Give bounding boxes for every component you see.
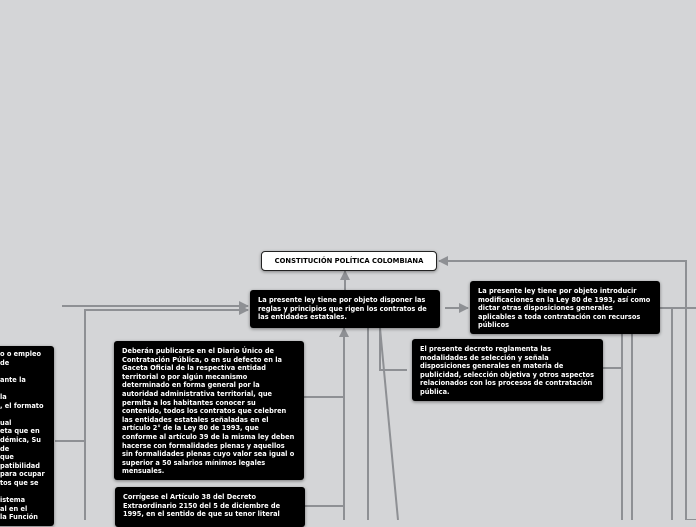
node-diario-unico[interactable]: Deberán publicarse en el Diario Único de Contratación Pública, o en su defecto en la Gaceta Oficial de la respectiva entidad territorial o por algún mecanismo determinado en forma general por la autoridad administrativa territorial, que permita a los habitantes conocer su contenido, todos los contratos que celebren las entidades estatales señaladas en el artículo 2° de la Ley 80 de 1993, que conforme al artículo 39 de la misma ley deben hacerse con formalidades plenas y aquellos sin formalidades plenas cuyo valor sea igual o superior a 50 salarios mínimos legales mensuales. xyxy=(114,341,304,480)
node-corrigese[interactable]: Corrígese el Artículo 38 del Decreto Extraordinario 2150 del 5 de diciembre de 1995, en el sentido de que su tenor literal xyxy=(115,487,305,527)
node-objeto-modificaciones[interactable]: La presente ley tiene por objeto introducir modificaciones en la Ley 80 de 1993, así como dictar otras disposiciones generales aplicables a toda contratación con recursos públicos xyxy=(470,281,660,334)
root-node[interactable]: CONSTITUCIÓN POLÍTICA COLOMBIANA xyxy=(261,251,437,271)
node-objeto-disponer[interactable]: La presente ley tiene por objeto disponer las reglas y principios que rigen los contratos de las entidades estatales. xyxy=(250,290,440,328)
node-decreto-reglamenta[interactable]: El presente decreto reglamenta las modalidades de selección y señala disposiciones generales en materia de publicidad, selección objetiva y otros aspectos relacionados con los procesos de contratación pública. xyxy=(412,339,603,401)
node-left-partial[interactable]: o o empleo de ante la la , el formato ual eta que en démica, Su de que patibilidad para ocupar tos que se istema al en el la Función xyxy=(0,346,54,526)
edge-vertical-line-b xyxy=(380,328,398,520)
